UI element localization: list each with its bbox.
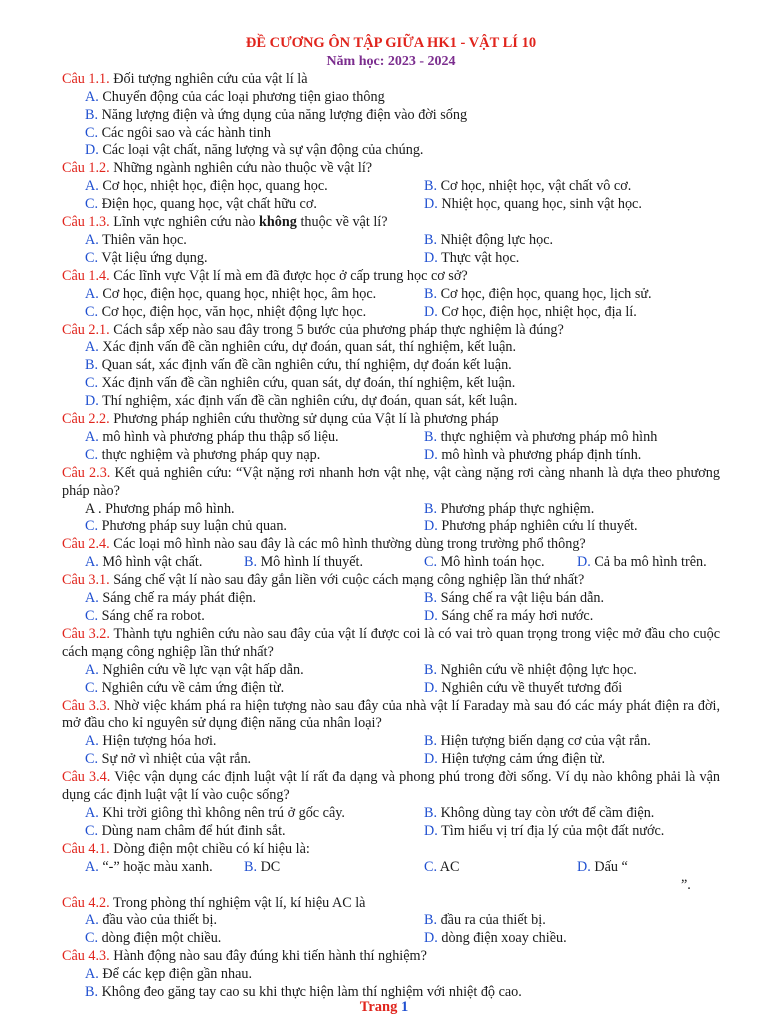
question-2-1: [62, 322, 720, 340]
option-letter: B.: [85, 984, 99, 1001]
option-text: Nghiên cứu về thuyết tương đối: [441, 679, 623, 696]
option-text: Mô hình vật chất.: [102, 554, 203, 571]
options-3-1: [62, 590, 720, 626]
option-text: Quan sát, xác định vấn đề cần nghiên cứu, thí nghiệm, dự đoán kết luận.: [101, 357, 512, 374]
question-3-1: [62, 572, 720, 590]
option-text: Hiện tượng hóa hơi.: [102, 733, 217, 750]
options-1-4: [62, 286, 720, 322]
question-1-1: [62, 71, 720, 89]
option-letter: A.: [85, 858, 99, 875]
option-d: [424, 823, 664, 841]
option-text: Nhiệt học, quang học, sinh vật học.: [441, 196, 642, 213]
option-a: [85, 966, 720, 984]
document-page: [62, 35, 720, 1002]
option-letter: B.: [424, 500, 438, 517]
question-text-end: thuộc về vật lí?: [300, 214, 388, 231]
question-1-2: [62, 160, 720, 178]
option-text: Cơ học, nhiệt học, vật chất vô cơ.: [440, 178, 632, 195]
question-2-2: [62, 411, 720, 429]
option-letter: B.: [85, 106, 99, 123]
option-text: Sáng chế ra máy phát điện.: [102, 590, 256, 607]
option-a: [85, 178, 424, 196]
option-b: [424, 232, 553, 250]
question-text: Sáng chế vật lí nào sau đây gắn liền với cuộc cách mạng công nghiệp lần thứ nhất?: [113, 572, 585, 589]
option-letter: B.: [244, 554, 258, 571]
option-text: mô hình và phương pháp định tính.: [441, 446, 642, 463]
option-letter: C.: [85, 249, 99, 266]
option-letter: C.: [85, 518, 99, 535]
option-text: Sáng chế ra vật liệu bán dẫn.: [440, 590, 605, 607]
page-label: Trang: [359, 999, 398, 1015]
option-letter: C.: [424, 554, 438, 571]
option-d: [424, 680, 622, 698]
option-c: [85, 608, 424, 626]
question-label: Câu 1.2.: [62, 160, 110, 177]
option-d: [577, 554, 707, 572]
option-text: Thí nghiệm, xác định vấn đề cần nghiên cứu, dự đoán, quan sát, kết luận.: [102, 393, 518, 410]
option-text: Cơ học, nhiệt học, điện học, quang học.: [102, 178, 328, 195]
question-text: Phương pháp nghiên cứu thường sử dụng của Vật lí là phương pháp: [113, 411, 499, 428]
option-text: Nhiệt động lực học.: [440, 231, 554, 248]
option-text: Dấu “: [594, 858, 628, 875]
question-text: Trong phòng thí nghiệm vật lí, kí hiệu AC là: [112, 894, 366, 911]
question-label: Câu 3.2.: [62, 625, 110, 642]
option-c: [85, 751, 424, 769]
option-a: [85, 662, 424, 680]
option-text: Xác định vấn đề cần nghiên cứu, dự đoán, quan sát, thí nghiệm, kết luận.: [102, 339, 517, 356]
option-d: [424, 751, 605, 769]
option-b: [85, 107, 720, 125]
option-letter: B.: [424, 804, 438, 821]
option-d: [424, 250, 519, 268]
option-letter: A.: [85, 554, 99, 571]
option-b: [244, 859, 424, 895]
option-letter: D.: [85, 142, 99, 159]
option-text: Xác định vấn đề cần nghiên cứu, quan sát, dự đoán, thí nghiệm, kết luận.: [101, 375, 516, 392]
option-letter: C.: [85, 679, 99, 696]
option-letter: A.: [85, 339, 99, 356]
option-letter: A .: [85, 500, 102, 517]
option-b: [424, 501, 594, 519]
option-b: [424, 662, 637, 680]
option-letter: A.: [85, 285, 99, 302]
option-text: Nghiên cứu về cảm ứng điện từ.: [101, 679, 285, 696]
question-3-3: [62, 698, 720, 734]
page-footer: [0, 999, 768, 1017]
option-letter: D.: [577, 858, 591, 875]
question-3-4: [62, 769, 720, 805]
question-text: Lĩnh vực nghiên cứu nào: [113, 214, 256, 231]
options-3-3: [62, 733, 720, 769]
options-4-3: [62, 966, 720, 1002]
option-text: AC: [439, 858, 460, 875]
option-c: [85, 125, 720, 143]
option-letter: A.: [85, 733, 99, 750]
option-text: Phương pháp suy luận chủ quan.: [101, 518, 287, 535]
option-text: Cả ba mô hình trên.: [594, 554, 707, 571]
option-b: [85, 357, 720, 375]
option-text: Không dùng tay còn ướt để cầm điện.: [440, 804, 655, 821]
question-label: Câu 2.2.: [62, 411, 110, 428]
option-letter: C.: [85, 124, 99, 141]
question-label: Câu 1.1.: [62, 70, 110, 87]
option-d: [424, 304, 637, 322]
option-letter: D.: [85, 393, 99, 410]
option-text: Sự nở vì nhiệt của vật rắn.: [101, 751, 252, 768]
option-letter: B.: [85, 357, 99, 374]
option-letter: C.: [85, 822, 99, 839]
option-text: DC: [260, 858, 281, 875]
option-text: Mô hình toán học.: [440, 554, 545, 571]
option-a: [85, 590, 424, 608]
option-text: Khi trời giông thì không nên trú ở gốc cây.: [102, 804, 345, 821]
option-text: Chuyển động của các loại phương tiện giao thông: [102, 88, 385, 105]
option-text: Tìm hiểu vị trí địa lý của một đất nước.: [441, 822, 665, 839]
option-text: Phương pháp thực nghiệm.: [440, 500, 595, 517]
option-text: Phương pháp nghiên cứu lí thuyết.: [441, 518, 638, 535]
question-label: Câu 1.4.: [62, 267, 110, 284]
option-text: Vật liệu ứng dụng.: [101, 249, 208, 266]
option-letter: D.: [424, 303, 438, 320]
option-letter: B.: [424, 912, 438, 929]
document-title: ĐỀ CƯƠNG ÔN TẬP GIỮA HK1 - VẬT LÍ 10: [245, 35, 537, 51]
question-label: Câu 4.2.: [62, 894, 110, 911]
options-2-3: [62, 501, 720, 537]
question-4-1: [62, 841, 720, 859]
option-text: Để các kẹp điện gần nhau.: [102, 966, 253, 983]
option-d: [424, 930, 567, 948]
option-b: [424, 912, 546, 930]
options-1-3: [62, 232, 720, 268]
option-b: [424, 429, 657, 447]
option-letter: D.: [424, 249, 438, 266]
option-text: Không đeo găng tay cao su khi thực hiện làm thí nghiệm với nhiệt độ cao.: [101, 984, 522, 1001]
option-text: Sáng chế ra robot.: [101, 608, 205, 624]
question-text: Các lĩnh vực Vật lí mà em đã được học ở cấp trung học cơ sở?: [113, 267, 468, 284]
options-2-4: [62, 554, 720, 572]
option-b: [424, 590, 604, 608]
option-text: Mô hình lí thuyết.: [260, 554, 364, 571]
options-1-2: [62, 178, 720, 214]
option-b: [424, 286, 652, 304]
option-a: [85, 859, 244, 895]
option-letter: D.: [424, 196, 438, 213]
option-a: [85, 805, 424, 823]
option-letter: A.: [85, 661, 99, 678]
question-label: Câu 3.4.: [62, 769, 111, 786]
option-d: [577, 859, 720, 895]
question-emphasis: không: [259, 214, 297, 231]
option-a: [85, 286, 424, 304]
question-label: Câu 3.3.: [62, 697, 111, 714]
question-1-4: [62, 268, 720, 286]
option-a: [85, 89, 720, 107]
option-letter: A.: [85, 966, 99, 983]
option-a: [85, 501, 424, 519]
question-2-4: [62, 536, 720, 554]
question-text: Việc vận dụng các định luật vật lí rất đa dạng và phong phú trong đời sống. Ví dụ nào không phải là vận dụng các định luật vật lí vào cuộc sống?: [62, 769, 721, 804]
option-letter: C.: [85, 608, 99, 624]
option-letter: B.: [424, 178, 438, 195]
options-4-1: [62, 859, 720, 895]
option-c: [85, 196, 424, 214]
option-text: thực nghiệm và phương pháp mô hình: [440, 428, 658, 445]
question-label: Câu 2.4.: [62, 536, 110, 553]
option-letter: D.: [577, 554, 591, 571]
option-letter: A.: [85, 178, 99, 195]
question-text: Nhờ việc khám phá ra hiện tượng nào sau đây của nhà vật lí Faraday mà sau đó các máy phát điện ra đời, mở đầu cho kỉ nguyên sử dụng điện năng của nhân loại?: [62, 697, 721, 732]
option-letter: B.: [244, 858, 258, 875]
option-text: Phương pháp mô hình.: [105, 500, 235, 517]
option-text: dòng điện xoay chiều.: [441, 930, 567, 947]
options-2-2: [62, 429, 720, 465]
option-letter: C.: [85, 446, 99, 463]
option-letter: D.: [424, 608, 438, 624]
option-letter: D.: [424, 751, 438, 768]
option-a: [85, 339, 720, 357]
option-text: thực nghiệm và phương pháp quy nạp.: [101, 446, 321, 463]
option-letter: D.: [424, 930, 438, 947]
option-d: [424, 518, 638, 536]
option-c: [85, 375, 720, 393]
option-c: [85, 250, 424, 268]
question-label: Câu 2.1.: [62, 321, 110, 338]
option-text: Cơ học, điện học, văn học, nhiệt động lực học.: [101, 303, 367, 320]
option-letter: A.: [85, 428, 99, 445]
option-b: [244, 554, 424, 572]
option-letter: A.: [85, 231, 99, 248]
question-text: Thành tựu nghiên cứu nào sau đây của vật lí được coi là có vai trò quan trọng trong việc mở đầu cho cuộc cách mạng công nghiệp lần thứ nhất?: [62, 625, 720, 660]
question-1-3: [62, 214, 720, 232]
option-text: Sáng chế ra máy hơi nước.: [441, 608, 594, 624]
option-letter: D.: [424, 679, 438, 696]
question-4-3: [62, 948, 720, 966]
option-letter: D.: [424, 518, 438, 535]
option-letter: B.: [424, 733, 438, 750]
options-2-1: [62, 339, 720, 411]
option-letter: B.: [424, 285, 438, 302]
question-2-3: [62, 465, 720, 501]
option-letter: A.: [85, 88, 99, 105]
option-b: [424, 805, 654, 823]
option-text: Hiện tượng biến dạng cơ của vật rắn.: [440, 733, 651, 750]
option-c: [424, 554, 577, 572]
option-d: [85, 142, 720, 160]
question-label: Câu 4.1.: [62, 840, 110, 857]
question-text: Kết quả nghiên cứu: “Vật nặng rơi nhanh hơn vật nhẹ, vật càng nặng rơi càng nhanh là dựa theo phương pháp nào?: [62, 464, 720, 499]
option-text: đầu vào của thiết bị.: [102, 912, 217, 929]
options-3-4: [62, 805, 720, 841]
option-text: Nghiên cứu về nhiệt động lực học.: [440, 661, 637, 678]
option-a: [85, 733, 424, 751]
options-1-1: [62, 89, 720, 161]
option-letter: C.: [85, 930, 99, 947]
option-letter: B.: [424, 590, 438, 607]
question-4-2: [62, 895, 720, 913]
option-text: đầu ra của thiết bị.: [440, 912, 546, 929]
option-a: [85, 912, 424, 930]
options-4-2: [62, 912, 720, 948]
option-text: Dùng nam châm để hút đinh sắt.: [101, 822, 286, 839]
option-c: [85, 447, 424, 465]
option-text: Thực vật học.: [441, 249, 520, 266]
question-text: Đối tượng nghiên cứu của vật lí là: [113, 70, 308, 87]
option-text: Thiên văn học.: [102, 231, 187, 248]
option-letter: D.: [424, 822, 438, 839]
page-number: 1: [400, 999, 409, 1015]
option-text: “-” hoặc màu xanh.: [102, 858, 213, 875]
option-c: [85, 680, 424, 698]
option-text: Điện học, quang học, vật chất hữu cơ.: [101, 196, 317, 213]
question-label: Câu 1.3.: [62, 214, 110, 231]
school-year: Năm học: 2023 - 2024: [326, 53, 456, 69]
option-text: Các ngôi sao và các hành tinh: [101, 124, 271, 141]
option-text: Cơ học, điện học, nhiệt học, địa lí.: [441, 303, 637, 320]
question-3-2: [62, 626, 720, 662]
option-text: dòng điện một chiều.: [101, 930, 222, 947]
options-3-2: [62, 662, 720, 698]
option-letter: A.: [85, 804, 99, 821]
option-d: [424, 196, 642, 214]
option-letter: C.: [424, 858, 438, 875]
option-text-end: ”.: [681, 876, 691, 893]
option-c: [85, 304, 424, 322]
question-text: Dòng điện một chiều có kí hiệu là:: [113, 840, 310, 857]
option-b: [424, 733, 651, 751]
option-c: [85, 823, 424, 841]
option-text: Các loại vật chất, năng lượng và sự vận động của chúng.: [102, 142, 424, 159]
option-text: mô hình và phương pháp thu thập số liệu.: [102, 428, 339, 445]
question-label: Câu 3.1.: [62, 572, 110, 589]
option-text: Năng lượng điện và ứng dụng của năng lượng điện vào đời sống: [101, 106, 468, 123]
question-label: Câu 2.3.: [62, 464, 111, 481]
option-text: Hiện tượng cảm ứng điện từ.: [441, 751, 606, 768]
question-text: Các loại mô hình nào sau đây là các mô hình thường dùng trong trường phổ thông?: [113, 536, 586, 553]
option-d: [424, 608, 593, 626]
option-d: [85, 393, 720, 411]
option-letter: D.: [424, 446, 438, 463]
option-letter: B.: [424, 661, 438, 678]
option-letter: B.: [424, 428, 438, 445]
option-letter: A.: [85, 912, 99, 929]
option-c: [85, 518, 424, 536]
option-letter: C.: [85, 303, 99, 320]
question-text: Cách sắp xếp nào sau đây trong 5 bước của phương pháp thực nghiệm là đúng?: [113, 321, 564, 338]
option-c: [424, 859, 577, 895]
option-a: [85, 232, 424, 250]
option-d: [424, 447, 641, 465]
option-text: Nghiên cứu về lực vạn vật hấp dẫn.: [102, 661, 304, 678]
option-letter: B.: [424, 231, 438, 248]
option-c: [85, 930, 424, 948]
option-letter: A.: [85, 590, 99, 607]
option-letter: C.: [85, 375, 99, 392]
option-b: [424, 178, 631, 196]
option-a: [85, 429, 424, 447]
option-text: Cơ học, điện học, quang học, nhiệt học, âm học.: [102, 285, 377, 302]
question-label: Câu 4.3.: [62, 948, 110, 965]
question-text: Hành động nào sau đây đúng khi tiến hành thí nghiệm?: [113, 948, 427, 965]
option-a: [85, 554, 244, 572]
option-text: Cơ học, điện học, quang học, lịch sử.: [440, 285, 652, 302]
option-letter: C.: [85, 751, 99, 768]
question-text: Những ngành nghiên cứu nào thuộc về vật lí?: [113, 160, 373, 177]
option-letter: C.: [85, 196, 99, 213]
